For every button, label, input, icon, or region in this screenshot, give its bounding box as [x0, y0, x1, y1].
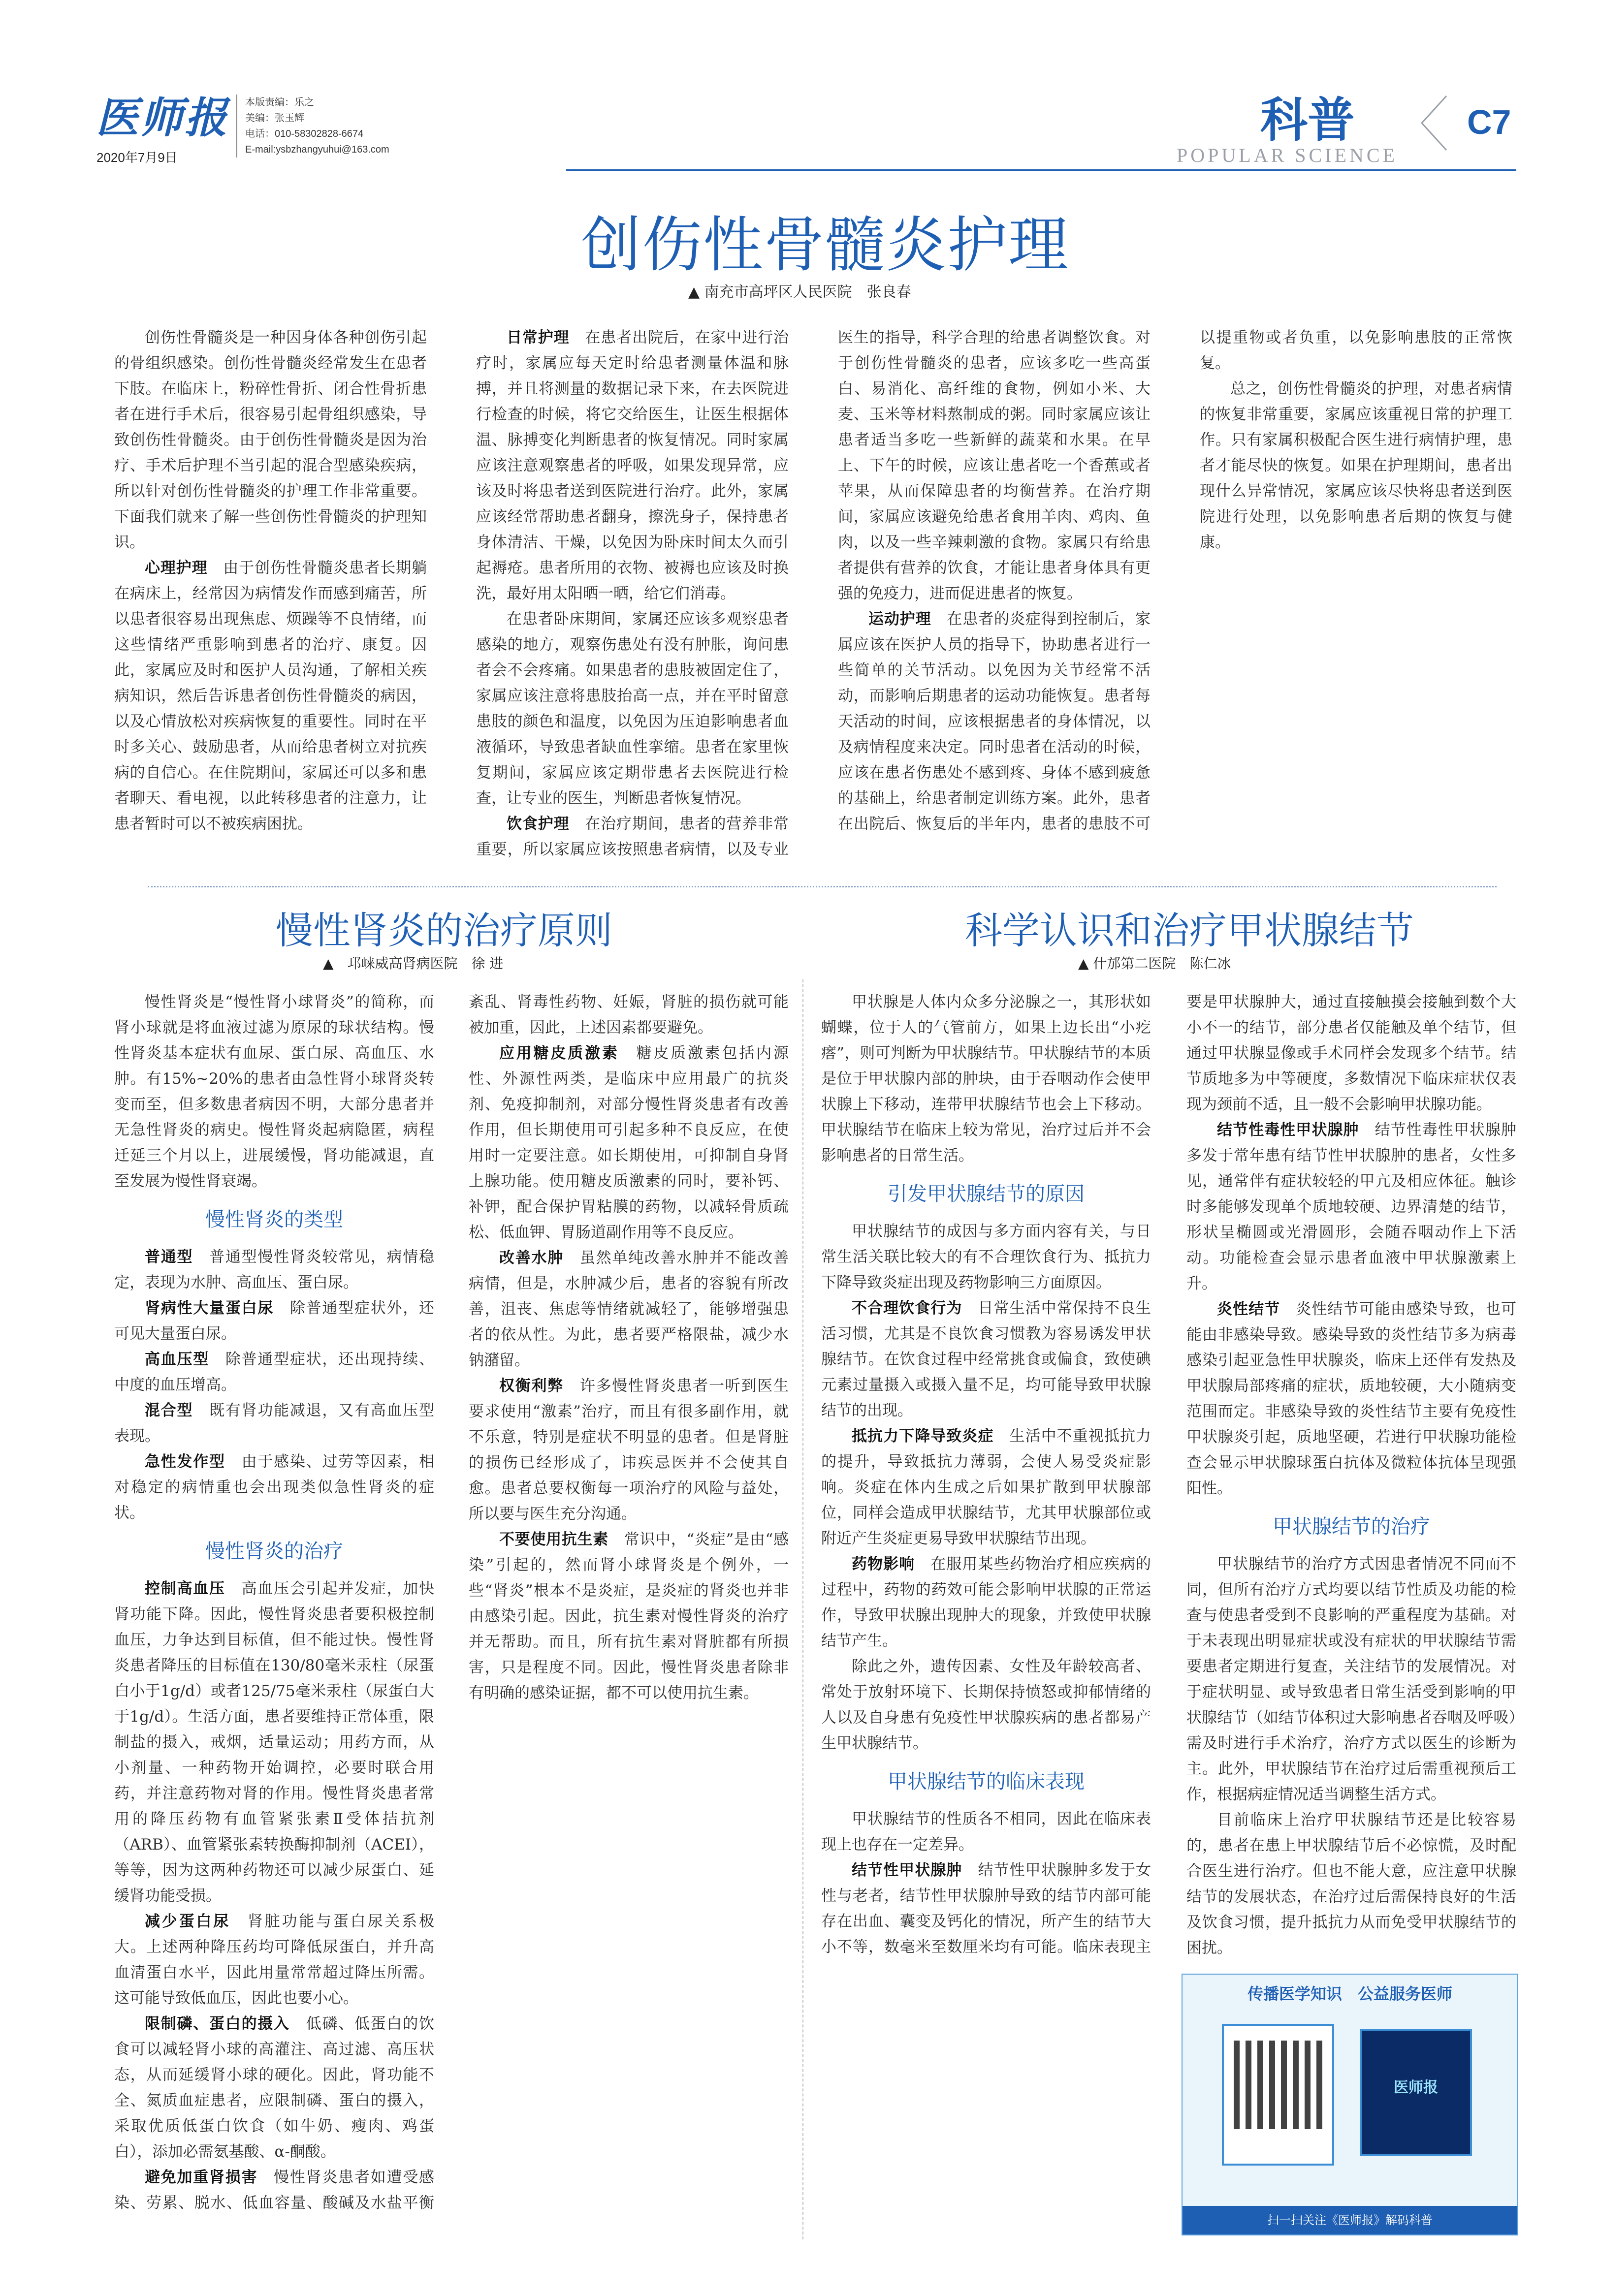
paragraph — [114, 325, 427, 555]
editor-line: 本版责编：乐之 — [245, 97, 314, 108]
qr-pattern-icon — [1234, 2041, 1322, 2129]
paragraph-text: 甲状腺是人体内众多分泌腺之一，其形状如蝴蝶，位于人的气管前方，如果上边长出“小疙瘩”，则可判断为甲状腺结节。甲状腺结节的本质是位于甲状腺内部的肿块，由于吞咽动作会使甲状腺上下移动，连带甲状腺结节也会上下移动。甲状腺结节在临床上较为常见，治疗过后并不会影响患者的日常生活。 — [821, 993, 1151, 1164]
chevron-left-icon — [1417, 94, 1451, 153]
paragraph — [114, 2011, 434, 2165]
paragraph-text: 除普通型症状外，还可见大量蛋白尿。 — [114, 1299, 435, 1343]
paragraph-text: 由于感染、过劳等因素，相对稳定的病情重也会出现类似急性肾炎的症状。 — [114, 1453, 435, 1522]
designer-line: 美编：张玉辉 — [245, 113, 304, 124]
paragraph-heading: 不要使用抗生素 — [499, 1531, 608, 1548]
section-title: 科普 — [1260, 93, 1355, 148]
article3-body — [821, 989, 1516, 1969]
paragraph — [821, 1295, 1151, 1423]
paragraph — [114, 555, 427, 837]
paragraph-text: 慢性肾炎患者如遭受感染、劳累、脱水、低血容量、酸碱及水盐平衡紊乱、肾毒性药物、妊娠，肾脏的损伤就可能被加重，因此，上述因素都要避免。 — [114, 993, 789, 2212]
paragraph — [114, 1449, 434, 1526]
tv-program-label: 医师报 — [1394, 2079, 1438, 2096]
paragraph-text: 炎性结节可能由感染导致，也可能由非感染导致。感染导致的炎性结节多为病毒感染引起亚急性甲状腺炎，临床上还伴有发热及甲状腺局部疼痛的症状，质地较硬，大小随病变范围而定。非感染导致的炎性结节主要有免疫性甲状腺炎引起，质地坚硬，若进行甲状腺功能检查会显示甲状腺球蛋白抗体及微粒体抗体呈现强阳性。 — [1186, 1300, 1517, 1497]
subheading: 引发甲状腺结节的原因 — [888, 1183, 1085, 1205]
qr-code[interactable] — [1222, 2024, 1334, 2166]
paragraph-text: 许多慢性肾炎患者一听到医生要求使用“激素”治疗，而且有很多副作用，就不乐意，特别是症状不明显的患者。但是肾脏的损伤已经形成了，讳疾忌医并不会使其自愈。患者总要权衡每一项治疗的风险与益处，所以要与医生充分沟通。 — [469, 1377, 789, 1523]
paragraph-heading: 结节性毒性甲状腺肿 — [1217, 1121, 1359, 1139]
article1-byline: ▲ 南充市高坪区人民医院 张良春 — [688, 283, 911, 301]
paragraph — [1186, 1117, 1516, 1296]
paragraph-text: 糖皮质激素包括内源性、外源性两类，是临床中应用最广的抗炎剂、免疫抑制剂，对部分慢性肾炎患者有改善作用，但长期使用可引起多种不良反应，在使用时一定要注意。如长期使用，可抑制自身肾上腺功能。使用糖皮质激素的同时，要补钙、补钾，配合保护胃粘膜的药物，以减轻骨质疏松、低血钾、胃肠道副作用等不良反应。 — [469, 1044, 789, 1241]
tv-program-image — [1360, 2029, 1472, 2156]
issue-date: 2020年7月9日 — [96, 150, 178, 165]
paragraph — [476, 606, 789, 811]
paragraph-text: 结节性毒性甲状腺肿多发于常年患有结节性甲状腺肿的患者，女性多见，通常伴有症状较轻的甲亢及相应体征。触诊时多能够发现单个质地较硬、边界清楚的结节，形状呈椭圆或光滑圆形，会随吞咽动作上下活动。功能检查会显示患者血液中甲状腺激素上升。 — [1186, 1121, 1517, 1292]
paragraph-text: 由于创伤性骨髓炎患者长期躺在病床上，经常因为病情发作而感到痛苦，所以患者很容易出现焦虑、烦躁等不良情绪，而这些情绪严重影响到患者的治疗、康复。因此，家属应及时和医护人员沟通，了解相关疾病知识，然后告诉患者创伤性骨髓炎的病因，以及心情放松对疾病恢复的重要性。同时在平时多关心、鼓励患者，从而给患者树立对抗疾病的自信心。在住院期间，家属还可以多和患者聊天、看电视，以此转移患者的注意力，让患者暂时可以不被疾病困扰。 — [114, 559, 427, 833]
article2-title: 慢性肾炎的治疗原则 — [276, 909, 612, 952]
paragraph-heading: 减少蛋白尿 — [145, 1913, 231, 1930]
paragraph — [114, 1347, 434, 1398]
paragraph — [114, 1244, 434, 1295]
paragraph-heading: 运动护理 — [868, 610, 931, 628]
paragraph — [114, 989, 434, 1194]
paragraph — [821, 1219, 1151, 1295]
paragraph-heading: 饮食护理 — [507, 815, 570, 833]
paragraph-heading: 高血压型 — [145, 1351, 210, 1368]
phone-line: 电话：010-58302828-6674 — [245, 128, 364, 139]
paragraph — [114, 1909, 434, 2011]
promo-caption: 扫一扫关注《医师报》解码科普 — [1183, 2206, 1517, 2234]
article1-body — [114, 325, 1512, 871]
paragraph-text: 在患者的炎症得到控制后，家属应该在医护人员的指导下，协助患者进行一些简单的关节活动。以免因为关节经常不活动，而影响后期患者的运动功能恢复。患者每天活动的时间，应该根据患者的身体情况，以及病情程度来决定。同时患者在活动的时候，应该在患者伤患处不感到疼、身体不感到疲惫的基础上，给患者制定训练方案。此外，患者在出院后、恢复后的半年内，患者的患肢不可以提重物或者负重，以免影响患肢的正常恢复。 — [838, 329, 1512, 833]
subheading: 甲状腺结节的临床表现 — [888, 1770, 1085, 1793]
paragraph-heading: 避免加重肾损害 — [145, 2169, 258, 2186]
paragraph-heading: 限制磷、蛋白的摄入 — [145, 2015, 290, 2033]
paragraph-text: 结节性甲状腺肿多发于女性与老者，结节性甲状腺肿导致的结节内部可能存在出血、囊变及钙化的情况，所产生的结节大小不等，数毫米至数厘米均有可能。临床表现主要是甲状腺肿大，通过直接触摸会接触到数个大小不一的结节，部分患者仅能触及单个结节，但通过甲状腺显像或手术同样会发现多个结节。结节质地多为中等硬度，多数情况下临床症状仅表现为颈前不适，且一般不会影响甲状腺功能。 — [821, 993, 1516, 1956]
paragraph-heading: 肾病性大量蛋白尿 — [145, 1299, 274, 1317]
paragraph — [114, 1295, 434, 1347]
paragraph-text: 肾脏功能与蛋白尿关系极大。上述两种降压药均可降低尿蛋白，并升高血清蛋白水平，因此用量常常超过降压所需。这可能导致低血压，因此也要小心。 — [114, 1913, 434, 2007]
article3-byline: ▲ 什邡第二医院 陈仁冰 — [1078, 955, 1231, 972]
paragraph-text: 甲状腺结节的治疗方式因患者情况不同而不同，但所有治疗方式均要以结节性质及功能的检查与使患者受到不良影响的严重程度为基础。对于未表现出明显症状或没有症状的甲状腺结节需要患者定期进行复查，关注结节的发展情况。对于症状明显、或导致患者日常生活受到影响的甲状腺结节（如结节体积过大影响患者吞咽及呼吸）需及时进行手术治疗，治疗方式以医生的诊断为主。此外，甲状腺结节在治疗过后需重视预后工作，根据病症情况适当调整生活方式。 — [1186, 1555, 1516, 1803]
paragraph-text: 除此之外，遗传因素、女性及年龄较高者、常处于放射环境下、长期保持愤怒或抑郁情绪的人以及自身患有免疫性甲状腺疾病的患者都易产生甲状腺结节。 — [821, 1658, 1151, 1752]
paragraph-text: 慢性肾炎是“慢性肾小球肾炎”的简称，而肾小球就是将血液过滤为原尿的球状结构。慢性肾炎基本症状有血尿、蛋白尿、高血压、水肿。有15%~20%的患者由急性肾小球肾炎转变而至，但多数患者病因不明，大部分患者并无急性肾炎的病史。慢性肾炎起病隐匿，病程迁延三个月以上，进展缓慢，肾功能减退，直至发展为慢性肾衰竭。 — [114, 993, 434, 1190]
paragraph-heading: 急性发作型 — [145, 1453, 225, 1471]
paragraph-heading: 结节性甲状腺肿 — [852, 1861, 962, 1879]
subheading: 慢性肾炎的类型 — [205, 1208, 343, 1231]
paragraph-text: 既有肾功能减退，又有高血压型表现。 — [114, 1402, 435, 1445]
paragraph-heading: 心理护理 — [145, 559, 208, 577]
paragraph-text: 生活中不重视抵抗力的提升，导致抵抗力薄弱，会使人易受炎症影响。炎症在体内生成之后如果扩散到甲状腺部位，同样会造成甲状腺结节，尤其甲状腺部位或附近产生炎症更易导致甲状腺结节出现。 — [821, 1427, 1151, 1547]
paragraph-heading: 改善水肿 — [499, 1249, 564, 1267]
paragraph — [1186, 1551, 1516, 1807]
paragraph — [821, 989, 1151, 1168]
paragraph — [469, 1527, 789, 1706]
promo-box — [1182, 1974, 1518, 2235]
subheading: 甲状腺结节的治疗 — [1273, 1515, 1430, 1538]
section-english: POPULAR SCIENCE — [1177, 144, 1398, 166]
paragraph-text: 低磷、低蛋白的饮食可以减轻肾小球的高灌注、高过滤、高压状态，从而延缓肾小球的硬化。因此，肾功能不全、氮质血症患者，应限制磷、蛋白的摄入，采取优质低蛋白饮食（如牛奶、瘦肉、鸡蛋白），添加必需氨基酸、α-酮酸。 — [114, 2015, 435, 2161]
paragraph — [114, 1398, 434, 1449]
editor-info — [236, 94, 389, 157]
article1-title: 创伤性骨髓炎护理 — [581, 210, 1069, 280]
page-number: C7 — [1467, 103, 1511, 141]
paragraph-heading: 不合理饮食行为 — [852, 1299, 962, 1317]
paragraph-text: 甲状腺结节的成因与多方面内容有关，与日常生活关联比较大的有不合理饮食行为、抵抗力下降导致炎症出现及药物影响三方面原因。 — [821, 1223, 1151, 1291]
paragraph-text: 普通型慢性肾炎较常见，病情稳定，表现为水肿、高血压、蛋白尿。 — [114, 1248, 435, 1291]
paragraph-text: 目前临床上治疗甲状腺结节还是比较容易的，患者在患上甲状腺结节后不必惊慌，及时配合医生进行治疗。但也不能大意，应注意甲状腺结节的发展状态，在治疗过后需保持良好的生活及饮食习惯，提升抵抗力从而免受甲状腺结节的困扰。 — [1186, 1811, 1516, 1957]
paragraph-heading: 炎性结节 — [1217, 1300, 1280, 1318]
paragraph-heading: 权衡利弊 — [499, 1377, 564, 1395]
paragraph — [821, 1551, 1151, 1654]
paragraph — [469, 1245, 789, 1373]
article2-body — [114, 989, 789, 2249]
paragraph-heading: 普通型 — [145, 1248, 193, 1266]
paragraph-text: 甲状腺结节的性质各不相同，因此在临床表现上也存在一定差异。 — [821, 1810, 1151, 1854]
paragraph-heading: 混合型 — [145, 1402, 193, 1419]
paragraph — [1200, 376, 1512, 555]
paragraph-text: 创伤性骨髓炎是一种因身体各种创伤引起的骨组织感染。创伤性骨髓炎经常发生在患者下肢。在临床上，粉碎性骨折、闭合性骨折患者在进行手术后，很容易引起骨组织感染，导致创伤性骨髓炎。由于创伤性骨髓炎是因为治疗、手术后护理不当引起的混合型感染疾病，所以针对创伤性骨髓炎的护理工作非常重要。下面我们就来了解一些创伤性骨髓炎的护理知识。 — [114, 329, 427, 551]
paragraph — [114, 1576, 434, 1909]
paragraph-heading: 控制高血压 — [145, 1580, 225, 1598]
article2-byline: ▲ 邛崃威高肾病医院 徐 进 — [323, 955, 504, 972]
paragraph — [1186, 1807, 1516, 1961]
paragraph — [821, 1806, 1151, 1857]
paragraph-text: 在治疗期间，患者的营养非常重要，所以家属应该按照患者病情，以及专业医生的指导，科学合理的给患者调整饮食。对于创伤性骨髓炎的患者，应该多吃一些高蛋白、易消化、高纤维的食物，例如小米、大麦、玉米等材料熬制成的粥。同时家属应该让患者适当多吃一些新鲜的蔬菜和水果。在早上、下午的时候，应该让患者吃一个香蕉或者苹果，从而保障患者的均衡营养。在治疗期间，家属应该避免给患者食用羊肉、鸡肉、鱼肉，以及一些辛辣刺激的食物。家属只有给患者提供有营养的饮食，才能让患者身体具有更强的免疫力，进而促进患者的恢复。 — [476, 329, 1151, 858]
email-line: E-mail:ysbzhangyuhui@163.com — [245, 144, 389, 155]
paragraph-text: 在患者出院后，在家中进行治疗时，家属应每天定时给患者测量体温和脉搏，并且将测量的数据记录下来，在去医院进行检查的时候，将它交给医生，让医生根据体温、脉搏变化判断患者的恢复情况。同时家属应该注意观察患者的呼吸，如果发现异常，应该及时将患者送到医院进行治疗。此外，家属应该经常帮助患者翻身，擦洗身子，保持患者身体清洁、干燥，以免因为卧床时间太久而引起褥疮。患者所用的衣物、被褥也应该及时换洗，最好用太阳晒一晒，给它们消毒。 — [476, 329, 789, 602]
paragraph-text: 高血压会引起并发症，加快肾功能下降。因此，慢性肾炎患者要积极控制血压，力争达到目标值，但不能过快。慢性肾炎患者降压的目标值在130/80毫米汞柱（尿蛋白小于1g/d）或者125/75毫米汞柱（尿蛋白大于1g/d）。生活方面，患者要维持正常体重，限制盐的摄入，戒烟，适量运动；用药方面，从小剂量、一种药物开始调控，必要时联合用药，并注意药物对肾的作用。慢性肾炎患者常用的降压药物有血管紧张素Ⅱ受体拮抗剂（ARB）、血管紧张素转换酶抑制剂（ACEI），等等，因为这两种药物还可以减少尿蛋白、延缓肾功能受损。 — [114, 1580, 435, 1905]
paragraph-heading: 日常护理 — [507, 329, 570, 346]
paragraph — [1186, 1296, 1516, 1501]
paragraph-heading: 应用糖皮质激素 — [499, 1044, 619, 1062]
paragraph-text: 总之，创伤性骨髓炎的护理，对患者病情的恢复非常重要，家属应该重视日常的护理工作。只有家属积极配合医生进行病情护理，患者才能尽快的恢复。如果在护理期间，患者出现什么异常情况，家属应该尽快将患者送到医院进行处理，以免影响患者后期的恢复与健康。 — [1200, 380, 1512, 551]
newspaper-logo: 医师报 — [96, 93, 229, 143]
header-rule — [566, 169, 1516, 171]
promo-headline: 传播医学知识 公益服务医师 — [1247, 1984, 1452, 2003]
paragraph-text: 除普通型症状，还出现持续、中度的血压增高。 — [114, 1351, 435, 1394]
paragraph — [821, 1423, 1151, 1551]
paragraph-text: 日常生活中常保持不良生活习惯，尤其是不良饮食习惯教为容易诱发甲状腺结节。在饮食过程中经常挑食或偏食，致使碘元素过量摄入或摄入量不足，均可能导致甲状腺结节的出现。 — [821, 1299, 1151, 1419]
paragraph-text: 在服用某些药物治疗相应疾病的过程中，药物的药效可能会影响甲状腺的正常运作，导致甲状腺出现肿大的现象，并致使甲状腺结节产生。 — [821, 1555, 1151, 1650]
section-divider — [148, 886, 1497, 887]
paragraph-heading: 药物影响 — [852, 1555, 915, 1573]
subheading: 慢性肾炎的治疗 — [205, 1540, 343, 1563]
column-divider — [802, 979, 803, 2239]
paragraph — [469, 1040, 789, 1245]
paragraph — [476, 325, 789, 606]
paragraph — [469, 1373, 789, 1527]
paragraph-text: 在患者卧床期间，家属还应该多观察患者感染的地方，观察伤患处有没有肿胀，询问患者会不会疼痛。如果患者的患肢被固定住了，家属应该注意将患肢抬高一点，并在平时留意患肢的颜色和温度，以免因为压迫影响患者血液循环，导致患者缺血性挛缩。患者在家里恢复期间，家属应该定期带患者去医院进行检查，让专业的医生，判断患者恢复情况。 — [476, 610, 789, 807]
article3-title: 科学认识和治疗甲状腺结节 — [965, 909, 1414, 952]
paragraph-text: 虽然单纯改善水肿并不能改善病情，但是，水肿减少后，患者的容貌有所改善，沮丧、焦虑等情绪就减轻了，能够增强患者的依从性。为此，患者要严格限盐，减少水钠潴留。 — [469, 1249, 789, 1369]
paragraph — [821, 1654, 1151, 1756]
paragraph-text: 常识中，“炎症”是由“感染”引起的，然而肾小球肾炎是个例外，一些“肾炎”根本不是炎症，是炎症的肾炎也并非由感染引起。因此，抗生素对慢性肾炎的治疗并无帮助。而且，所有抗生素对肾脏都有所损害，只是程度不同。因此，慢性肾炎患者除非有明确的感染证据，都不可以使用抗生素。 — [469, 1531, 789, 1702]
paragraph-heading: 抵抗力下降导致炎症 — [852, 1427, 994, 1445]
